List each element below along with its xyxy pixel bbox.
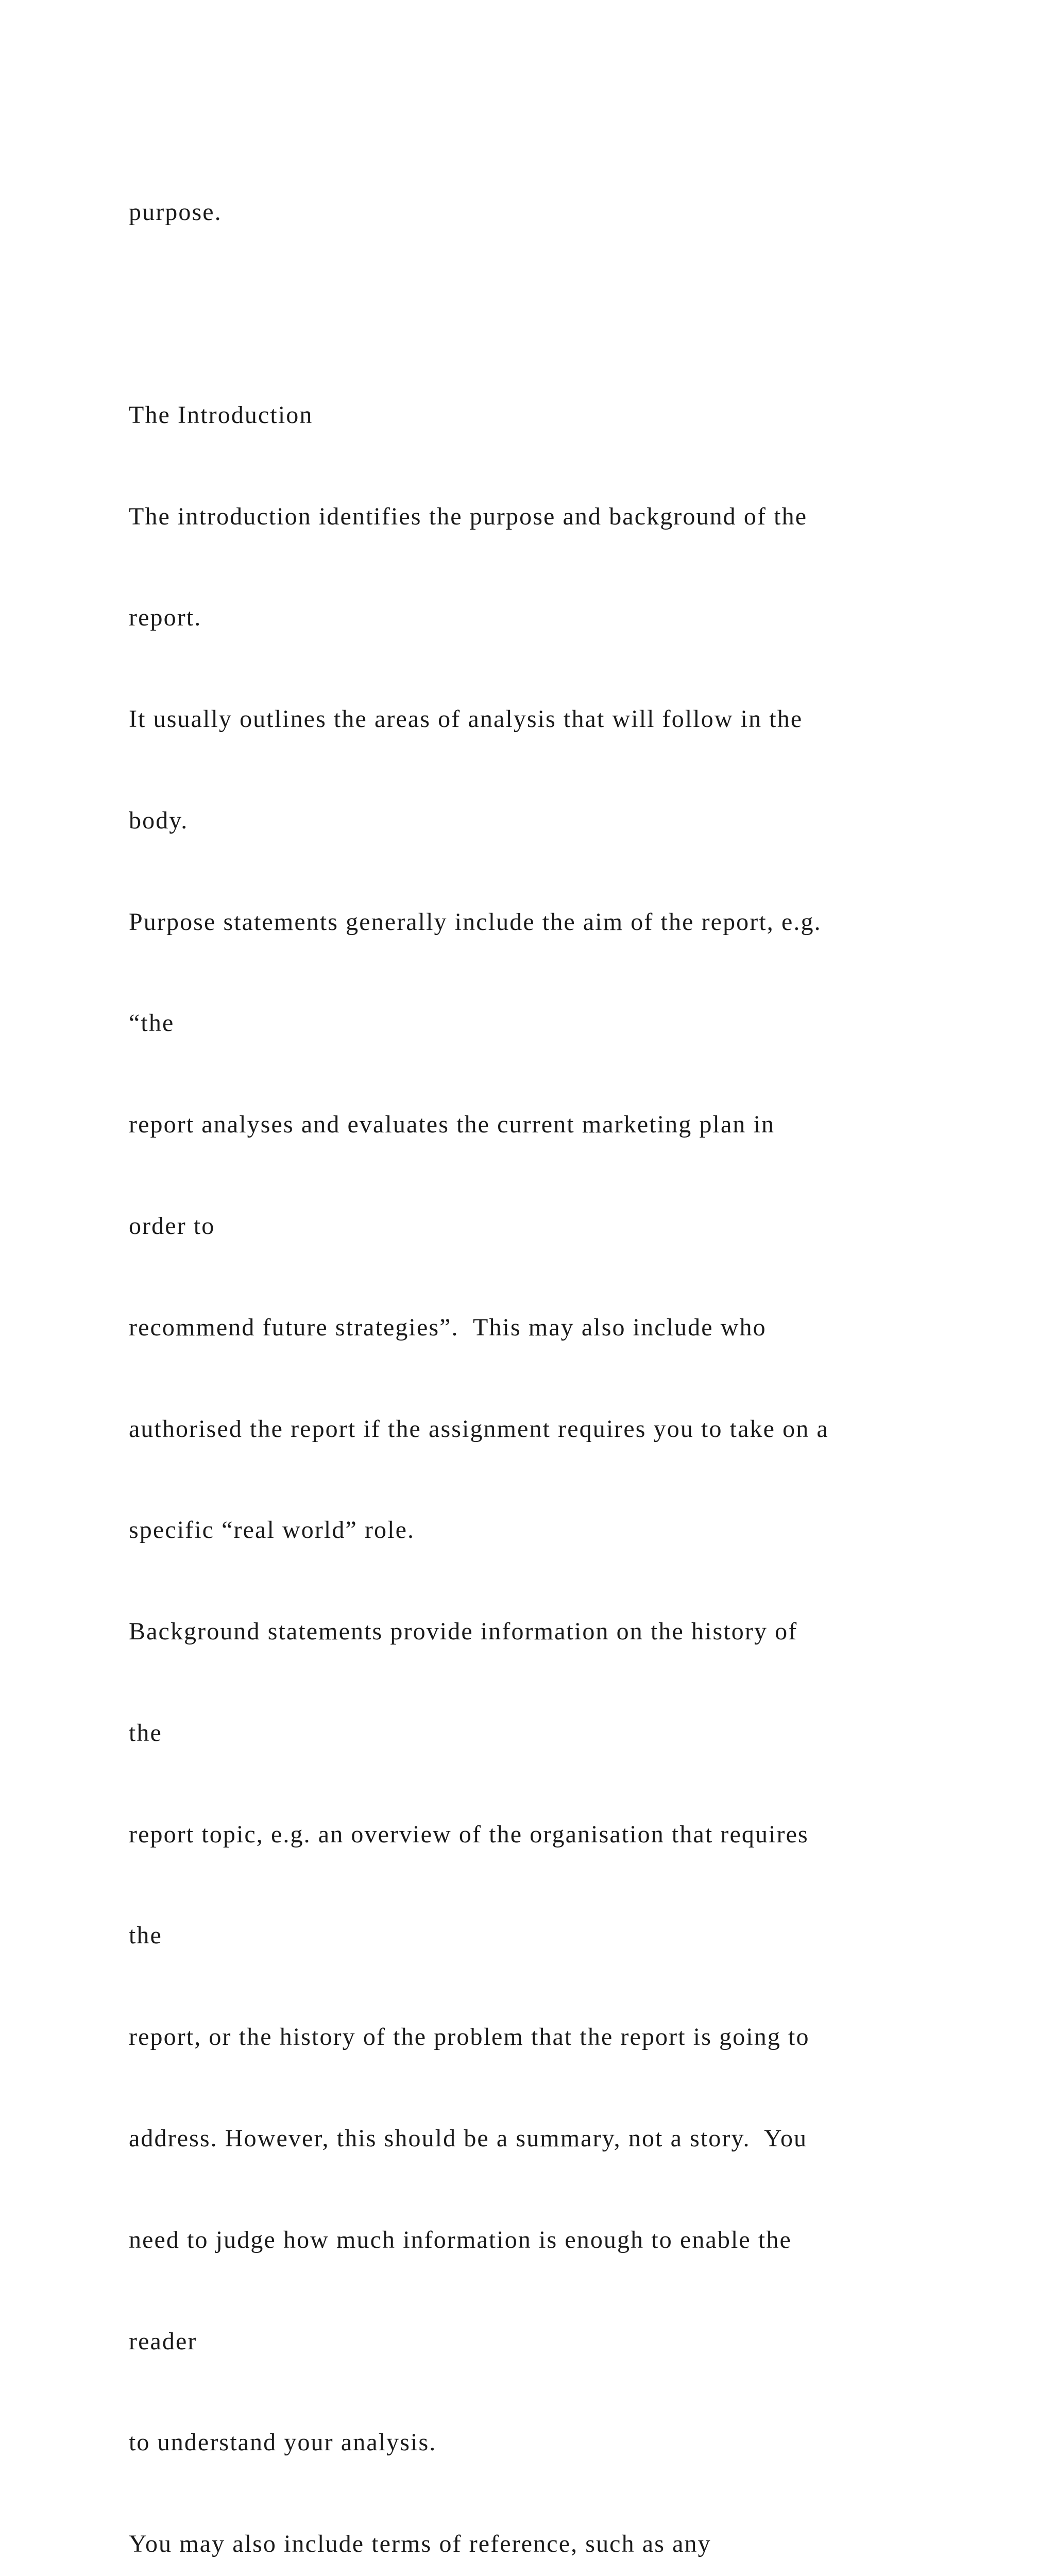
text-line: Background statements provide information on the history of bbox=[129, 1618, 798, 1646]
text-line: recommend future strategies”. This may also include who bbox=[129, 1313, 767, 1341]
text-line: report, or the history of the problem that the report is going to bbox=[129, 2023, 810, 2051]
text-line: address. However, this should be a summary, not a story. You bbox=[129, 2125, 808, 2153]
text-line: purpose. bbox=[129, 198, 222, 226]
text-line: report analyses and evaluates the current marketing plan in bbox=[129, 1111, 775, 1139]
blank-line bbox=[129, 297, 1005, 331]
section-heading: The Introduction bbox=[129, 401, 313, 429]
text-line: order to bbox=[129, 1212, 215, 1240]
text-line: You may also include terms of reference, such as any bbox=[129, 2530, 711, 2558]
text-line: report. bbox=[129, 604, 202, 632]
text-line: It usually outlines the areas of analysis that will follow in the bbox=[129, 705, 803, 733]
text-line: specific “real world” role. bbox=[129, 1516, 415, 1544]
text-line: reader bbox=[129, 2327, 197, 2355]
text-line: authorised the report if the assignment requires you to take on a bbox=[129, 1415, 829, 1443]
text-line: report topic, e.g. an overview of the organisation that requires bbox=[129, 1820, 809, 1848]
text-line: body. bbox=[129, 806, 189, 834]
text-line: Purpose statements generally include the aim of the report, e.g. bbox=[129, 908, 822, 936]
text-line: to understand your analysis. bbox=[129, 2429, 437, 2456]
text-line: The introduction identifies the purpose and background of the bbox=[129, 502, 808, 530]
text-line: “the bbox=[129, 1009, 175, 1037]
document-body-text bbox=[129, 128, 1005, 2576]
text-line: need to judge how much information is enough to enable the bbox=[129, 2226, 792, 2253]
text-line: the bbox=[129, 1922, 162, 1950]
text-line: the bbox=[129, 1719, 162, 1747]
